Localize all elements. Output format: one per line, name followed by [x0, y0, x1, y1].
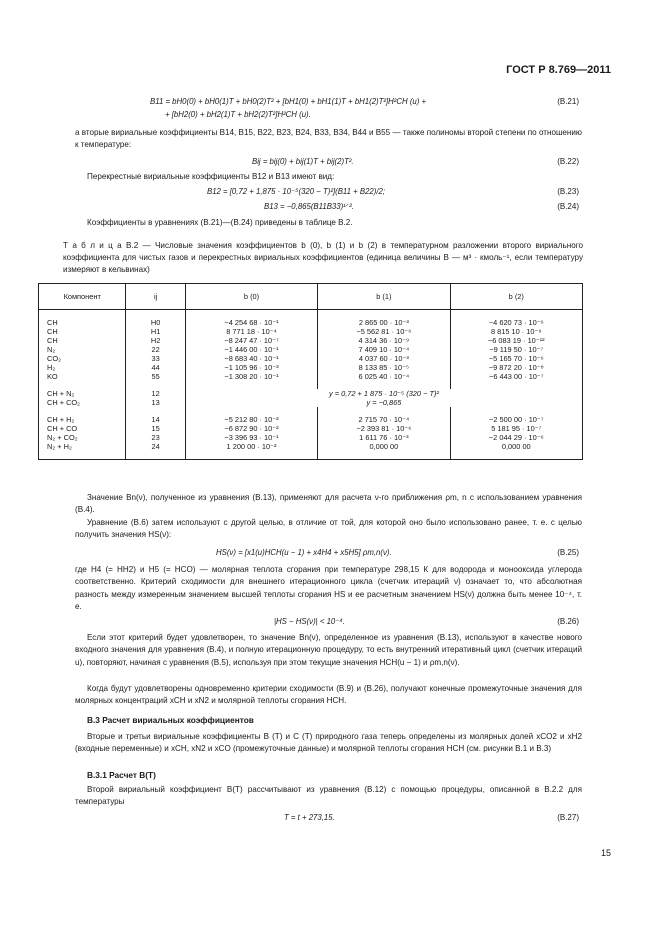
cell-b2: −6 443 00 · 10⁻⁷	[450, 372, 582, 381]
cell-b2: −9 119 50 · 10⁻⁷	[450, 345, 582, 354]
table-row	[39, 442, 583, 451]
cell-component: CH + H₂	[39, 415, 126, 424]
paragraph-bn-value: Значение Bn(ν), полученное из уравнения (В.13), применяют для расчета ν-го приближения ρm, n с использованием уравнения (В.4).	[75, 493, 582, 515]
paragraph-cross-coefficients: Перекрестные вириальные коэффициенты B12 и B13 имеют вид:	[87, 172, 335, 181]
equation-number-b27: (В.27)	[557, 813, 579, 822]
cell-b0: −1 308 20 · 10⁻¹	[185, 372, 317, 381]
cell-b2: −4 620 73 · 10⁻⁶	[450, 318, 582, 327]
cell-ij: 15	[126, 424, 185, 433]
table-row	[39, 363, 583, 372]
table-row	[39, 398, 583, 407]
page-number: 15	[600, 848, 611, 858]
cell-component: CH	[39, 318, 126, 327]
cell-b1: 6 025 40 · 10⁻⁴	[318, 372, 450, 381]
cell-component: CH + CO₂	[39, 398, 126, 407]
equation-number-b23: (В.23)	[557, 187, 579, 196]
column-header-b1: b (1)	[318, 284, 450, 310]
cell-b2: −2 044 29 · 10⁻⁶	[450, 433, 582, 442]
table-row	[39, 415, 583, 424]
cell-b0: 8 771 18 · 10⁻⁴	[185, 327, 317, 336]
cell-b0: 1 200 00 · 10⁻²	[185, 442, 317, 451]
table-row	[39, 354, 583, 363]
section-heading-b31: В.3.1 Расчет B(T)	[87, 770, 156, 780]
cell-component: CH + CO	[39, 424, 126, 433]
table-caption: Т а б л и ц а В.2 — Числовые значения коэффициентов b (0), b (1) и b (2) в температурном разложении второго вириального коэффициента для чистых газов и перекрестных вириальных коэффициентов (единица величины B — м³ · кмоль⁻¹, если температуру измеряют в кельвинах)	[63, 241, 583, 274]
cell-ij: 55	[126, 372, 185, 381]
cell-b2: 5 181 95 · 10⁻⁷	[450, 424, 582, 433]
paragraph-virial-coefficients: Вторые и третьи вириальные коэффициенты B (T) и C (T) природного газа теперь определены из молярных долей xCO2 и xH2 (входные переменные) и xCH, xN2 и xCO (промежуточные данные) и молярной теплоты сгорания HCH (см. рисунки В.1 и В.3)	[75, 732, 582, 754]
cell-b1: 7 409 10 · 10⁻⁴	[318, 345, 450, 354]
cell-formula: y = 0,72 + 1 875 · 10⁻⁵ (320 − T)²	[185, 389, 582, 398]
column-header-b0: b (0)	[185, 284, 317, 310]
cell-ij: 24	[126, 442, 185, 451]
table-row	[39, 389, 583, 398]
table-row	[39, 336, 583, 345]
cell-ij: 14	[126, 415, 185, 424]
cell-b1: 4 314 36 · 10⁻⁹	[318, 336, 450, 345]
equation-number-b21: (В.21)	[557, 97, 579, 106]
cell-b1: 2 865 00 · 10⁻³	[318, 318, 450, 327]
cell-b0: −5 212 80 · 10⁻²	[185, 415, 317, 424]
equation-b27: T = t + 273,15.	[284, 813, 335, 822]
cell-component: CH	[39, 336, 126, 345]
table-row	[39, 327, 583, 336]
paragraph-b-of-t: Второй вириальный коэффициент B(T) рассчитывают из уравнения (В.12) с помощью процедуры, описанной в В.2.2 для температуры	[75, 785, 582, 807]
equation-b23: B12 = [0,72 + 1,875 · 10⁻⁵(320 − T)²](B11 + B22)/2;	[207, 187, 386, 196]
cell-b2: −5 165 70 · 10⁻⁶	[450, 354, 582, 363]
cell-b2: −2 500 00 · 10⁻⁷	[450, 415, 582, 424]
cell-b1: 0,000 00	[318, 442, 450, 451]
coefficients-table	[38, 283, 583, 460]
paragraph-criterion: Если этот критерий будет удовлетворен, то значение Bn(ν), определенное из уравнения (В.13), используют в качестве нового входного значения для уравнения (В.4), и полную итерационную процедуру, то есть внутренний итеративный цикл (счетчик итераций u), повторяют, начиная с уравнения (В.5), используя при этом текущие значения HCH(u − 1) и ρm,n(ν).	[75, 633, 582, 667]
cell-component: CH + N₂	[39, 389, 126, 398]
cell-b1: −5 562 81 · 10⁻⁶	[318, 327, 450, 336]
equation-number-b25: (В.25)	[557, 548, 579, 557]
cell-component: H₂	[39, 363, 126, 372]
equation-number-b26: (В.26)	[557, 617, 579, 626]
cell-b0: −8 247 47 · 10⁻⁷	[185, 336, 317, 345]
cell-b2: 8 815 10 · 10⁻⁹	[450, 327, 582, 336]
standard-header: ГОСТ Р 8.769—2011	[506, 64, 611, 76]
cell-formula: y = −0,865	[185, 398, 582, 407]
cell-b1: 1 611 76 · 10⁻³	[318, 433, 450, 442]
cell-b0: −6 872 90 · 10⁻²	[185, 424, 317, 433]
cell-component: CO₂	[39, 354, 126, 363]
equation-number-b22: (В.22)	[557, 157, 579, 166]
cell-b0: −1 105 96 · 10⁻³	[185, 363, 317, 372]
table-header-row	[39, 284, 583, 310]
paragraph-coefficients-table-ref: Коэффициенты в уравнениях (В.21)—(В.24) приведены в таблице В.2.	[87, 218, 353, 227]
paragraph-equation-b6: Уравнение (В.6) затем используют с другой целью, в отличие от той, для которой оно было использовано ранее, т. е. с целью получить значения HS(ν):	[75, 518, 582, 540]
cell-ij: H1	[126, 327, 185, 336]
cell-b1: 8 133 85 · 10⁻⁵	[318, 363, 450, 372]
paragraph-virial-polynomials: а вторые вириальные коэффициенты B14, B15, B22, B23, B24, B33, B34, B44 и B55 — также полиномы второй степени по отношению к температуре:	[75, 128, 582, 150]
cell-component: KO	[39, 372, 126, 381]
cell-b0: −1 446 00 · 10⁻¹	[185, 345, 317, 354]
column-header-component: Компонент	[39, 284, 126, 310]
cell-b0: −4 254 68 · 10⁻¹	[185, 318, 317, 327]
cell-ij: H0	[126, 318, 185, 327]
cell-ij: 13	[126, 398, 185, 407]
column-header-ij: ij	[126, 284, 185, 310]
equation-b22: Bij = bij(0) + bij(1)T + bij(2)T².	[252, 157, 354, 166]
equation-b25: HS(ν) = [x1(u)HCH(u − 1) + x4H4 + x5H5] ρm,n(ν).	[216, 548, 392, 557]
cell-b1: 2 715 70 · 10⁻⁴	[318, 415, 450, 424]
equation-b21-line1: B11 = bH0(0) + bH0(1)T + bH0(2)T² + [bH1(0) + bH1(1)T + bH1(2)T²]H²CH (u) +	[150, 97, 427, 106]
cell-b2: 0,000 00	[450, 442, 582, 451]
column-header-b2: b (2)	[450, 284, 582, 310]
paragraph-convergence: Когда будут удовлетворены одновременно критерии сходимости (В.9) и (В.26), получают конечные промежуточные значения для молярных концентраций xCH и xN2 и молярной теплоты сгорания HCH.	[75, 684, 582, 706]
cell-component: N₂ + CO₂	[39, 433, 126, 442]
cell-ij: 44	[126, 363, 185, 372]
cell-component: N₂	[39, 345, 126, 354]
table-row	[39, 424, 583, 433]
cell-b2: −6 083 19 · 10⁻¹²	[450, 336, 582, 345]
cell-component: CH	[39, 327, 126, 336]
equation-b21-line2: + [bH2(0) + bH2(1)T + bH2(2)T²]H²CH (u).	[165, 110, 311, 119]
table-row	[39, 345, 583, 354]
table-row	[39, 433, 583, 442]
cell-ij: H2	[126, 336, 185, 345]
table-row	[39, 318, 583, 327]
cell-ij: 33	[126, 354, 185, 363]
cell-ij: 12	[126, 389, 185, 398]
cell-ij: 23	[126, 433, 185, 442]
equation-number-b24: (В.24)	[557, 202, 579, 211]
cell-b0: −3 396 93 · 10⁻¹	[185, 433, 317, 442]
cell-b1: 4 037 60 · 10⁻³	[318, 354, 450, 363]
equation-b24: B13 = −0,865(B11B33)¹ᐟ².	[264, 202, 354, 211]
cell-b2: −9 872 20 · 10⁻⁸	[450, 363, 582, 372]
cell-component: N₂ + H₂	[39, 442, 126, 451]
section-heading-b3: В.3 Расчет вириальных коэффициентов	[87, 715, 254, 725]
equation-b26: |HS − HS(ν)| < 10⁻⁴.	[274, 617, 345, 626]
cell-ij: 22	[126, 345, 185, 354]
cell-b0: −8 683 40 · 10⁻¹	[185, 354, 317, 363]
table-row	[39, 372, 583, 381]
cell-b1: −2 393 81 · 10⁻⁶	[318, 424, 450, 433]
paragraph-heat-values: где H4 (= HH2) и H5 (= HCO) — молярная теплота сгорания при температуре 298,15 К для водорода и монооксида углерода соответственно. Критерий сходимости для внешнего итерационного цикла (счетчик итераций ν) означает то, что абсолютная разность между измеренным значением высшей теплоты сгорания HS и ее расчетным значением HS(ν) должна быть менее 10⁻⁴, т. е.	[75, 565, 582, 611]
